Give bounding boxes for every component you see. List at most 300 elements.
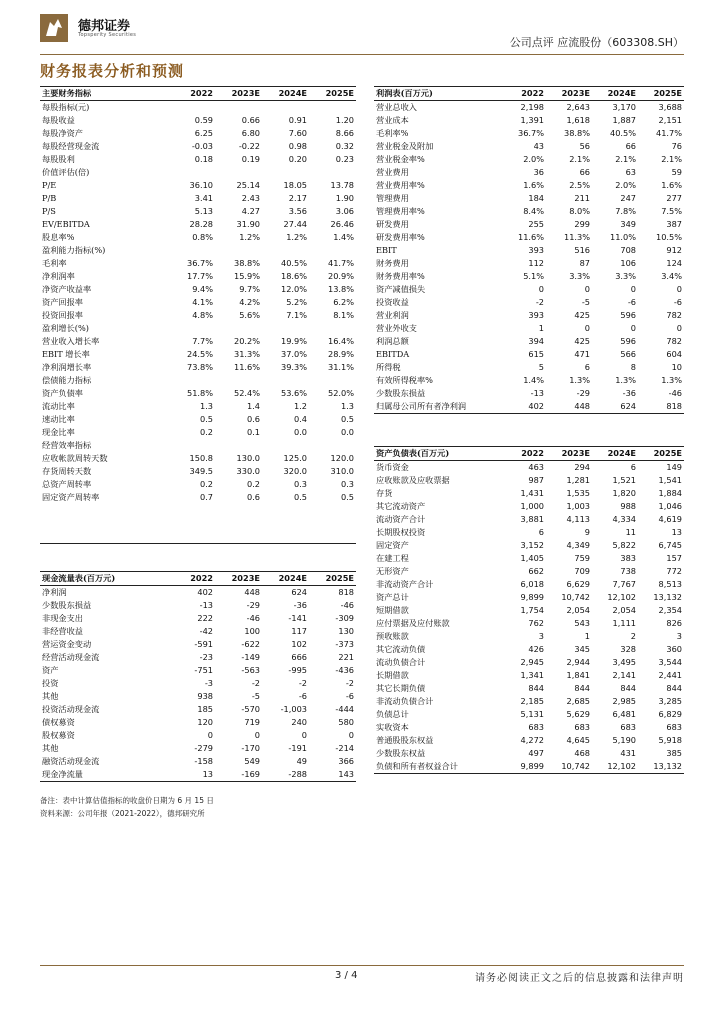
cell-value: 2,151 [658,115,682,125]
cell-value: 124 [666,258,682,268]
cell-value: 2,054 [612,605,636,615]
cell-value: 425 [574,336,590,346]
cell-value: 6,629 [566,579,590,589]
row-label: 营业费用 [376,167,409,177]
cell-value: 566 [620,349,636,359]
cell-value: 662 [528,566,544,576]
cell-value: 328 [620,644,636,654]
cell-value: 1,887 [612,115,636,125]
cell-value: 8 [630,362,636,372]
table-row [374,760,684,774]
table-row [374,617,684,630]
cell-value: 8,513 [658,579,682,589]
cell-value: 1.3% [661,375,682,385]
cell-value: 6,481 [612,709,636,719]
cell-value: 818 [638,400,684,414]
row-label: 应收帐款周转天数 [42,453,108,463]
table-row [40,192,356,205]
row-label: 每股净资产 [42,128,83,138]
cell-value [168,439,215,452]
table-row [374,565,684,578]
cell-value: 8.4% [523,206,544,216]
table-row [40,270,356,283]
table-header [374,447,684,461]
cell-value: -158 [194,756,213,766]
table-row [40,374,356,387]
cell-value: -149 [241,652,260,662]
table-row [40,716,356,729]
cell-value: -2 [251,678,260,688]
cell-value: 9.4% [192,284,213,294]
cell-value: 0.3 [293,479,307,489]
cell-value: 5,131 [520,709,544,719]
cell-value: 818 [338,587,354,597]
cell-value: 0.2 [199,479,213,489]
cell-value [215,517,262,530]
cell-value [215,166,262,179]
cell-value: 516 [574,245,590,255]
row-label: 速动比率 [42,414,75,424]
cell-value: 349 [620,219,636,229]
cell-value: 330.0 [236,466,260,476]
table-row [40,296,356,309]
cell-value: 3.3% [569,271,590,281]
cell-value: 221 [338,652,354,662]
cell-value: 1,618 [566,115,590,125]
table-title: 现金流量表(百万元) [40,572,168,586]
table-row [40,755,356,768]
cell-value: 0.2 [199,427,213,437]
cell-value [309,517,356,530]
cell-value [168,517,215,530]
cell-value: 31.3% [233,349,260,359]
cell-value: -42 [199,626,213,636]
cell-value: 10.5% [655,232,682,242]
cell-value: 6 [538,527,544,537]
cell-value: 66 [625,141,636,151]
row-label: 短期借款 [376,605,409,615]
cell-value: -373 [335,639,354,649]
cell-value [309,374,356,387]
table-row [374,257,684,270]
cell-value: 6,829 [658,709,682,719]
cell-value: -141 [288,613,307,623]
cell-value: 1.3 [199,401,213,411]
cell-value [168,166,215,179]
row-label: 研发费用率% [376,232,425,242]
cell-value: 1,541 [658,475,682,485]
row-label: 营业税金及附加 [376,141,434,151]
year-header: 2022 [500,87,546,101]
cell-value: 844 [574,683,590,693]
cell-value: 987 [528,475,544,485]
cell-value: 39.3% [280,362,307,372]
cell-value: 0.3 [340,479,354,489]
row-label: 非流动资产合计 [376,579,434,589]
cell-value: 6.25 [194,128,213,138]
cell-value: 320.0 [283,466,307,476]
cell-value: 4,272 [520,735,544,745]
cell-value: 448 [244,587,260,597]
cell-value: 0.0 [340,427,354,437]
cell-value: 844 [620,683,636,693]
row-label: EBIT [376,245,397,255]
cell-value: 402 [500,400,546,414]
table-title: 主要财务指标 [40,87,168,101]
cell-value: -2 [535,297,544,307]
cell-value: 4,349 [566,540,590,550]
table-row [374,244,684,257]
cell-value: 426 [528,644,544,654]
cell-value: 4.8% [192,310,213,320]
cell-value: 0.2 [246,479,260,489]
cell-value: -23 [199,652,213,662]
table-row [40,179,356,192]
cell-value: 762 [528,618,544,628]
cell-value: 9,899 [500,760,546,774]
valuation-note: 备注：表中计算估值指标的收盘价日期为 6 月 15 日 [40,796,214,805]
cell-value: 0.6 [246,492,260,502]
cell-value: -0.03 [191,141,213,151]
table-row [40,205,356,218]
cell-value: 0.23 [335,154,354,164]
cell-value: 1.4 [246,401,260,411]
cell-value: 87 [579,258,590,268]
table-row [374,179,684,192]
row-label: 负债总计 [376,709,409,719]
cell-value: 100 [244,626,260,636]
cell-value: 1,884 [658,488,682,498]
row-label: 普通股股东权益 [376,735,434,745]
row-label: 毛利率% [376,128,409,138]
cell-value: 76 [671,141,682,151]
cell-value: 310.0 [330,466,354,476]
row-label: 净利润增长率 [42,362,92,372]
table-row [374,348,684,361]
year-header: 2023E [215,87,262,101]
cell-value [168,322,215,335]
cell-value: 38.8% [233,258,260,268]
table-row [40,218,356,231]
cell-value: 240 [291,717,307,727]
cell-value: 4,334 [612,514,636,524]
table-row [40,478,356,491]
table-row [40,231,356,244]
table-row [40,586,356,600]
cell-value [215,530,262,544]
table-row [374,322,684,335]
cell-value: -288 [262,768,309,782]
cell-value: 0.66 [241,115,260,125]
cell-value: 3,881 [520,514,544,524]
key-indicators-table [40,86,356,544]
cell-value: 0.8% [192,232,213,242]
row-label: 研发费用 [376,219,409,229]
row-label: 债权募资 [42,717,75,727]
row-label: 其他 [42,691,59,701]
cell-value: 8.1% [333,310,354,320]
cash-flow-table [40,571,356,782]
cell-value: -36 [293,600,307,610]
cell-value: -2 [298,678,307,688]
cell-value: 1,000 [520,501,544,511]
cell-value: 0 [584,323,590,333]
cell-value: -46 [340,600,354,610]
cell-value: 1.6% [661,180,682,190]
cell-value: 2,945 [520,657,544,667]
cell-value: 0.5 [199,414,213,424]
cell-value: -46 [246,613,260,623]
cell-value [215,374,262,387]
table-row [374,630,684,643]
row-label: 净利润 [42,587,67,597]
cell-value [309,101,356,115]
row-label: 营业外收支 [376,323,417,333]
cell-value: 120 [197,717,213,727]
cell-value: -0.22 [238,141,260,151]
row-label: 营业总收入 [376,102,417,112]
table-row [40,504,356,517]
table-row [40,625,356,638]
row-label: 资产 [42,665,59,675]
table-row [374,270,684,283]
table-row [40,335,356,348]
row-label: 应收账款及应收票据 [376,475,450,485]
row-label: 其它流动负债 [376,644,426,654]
cell-value: 125.0 [283,453,307,463]
cell-value: 2,185 [520,696,544,706]
year-header: 2023E [546,447,592,461]
year-header: 2023E [215,572,262,586]
cell-value: 425 [574,310,590,320]
table-row [374,539,684,552]
table-title: 资产负债表(百万元) [374,447,500,461]
row-label: 财务费用 [376,258,409,268]
cell-value: 5.2% [286,297,307,307]
table-row [40,677,356,690]
cell-value: 5,918 [658,735,682,745]
cell-value: 9 [584,527,590,537]
table-row [40,400,356,413]
table-row [40,257,356,270]
cell-value: 51.8% [186,388,213,398]
table-row [40,426,356,439]
cell-value: 497 [528,748,544,758]
cell-value: 36 [533,167,544,177]
cell-value: 52.0% [327,388,354,398]
table-row [40,530,356,544]
cell-value: 1,521 [612,475,636,485]
cell-value: 19.9% [280,336,307,346]
row-label: 每股股利 [42,154,75,164]
cell-value: 1,003 [566,501,590,511]
cell-value: 0 [630,323,636,333]
header-divider [40,54,684,55]
cell-value: 18.05 [283,180,307,190]
cell-value [309,439,356,452]
cell-value: 11.6% [517,232,544,242]
row-label: 非流动负债合计 [376,696,434,706]
row-label: 利润总额 [376,336,409,346]
year-header: 2024E [592,447,638,461]
cell-value [168,504,215,517]
cell-value [215,244,262,257]
table-row [374,682,684,695]
cell-value: 0.5 [340,414,354,424]
cell-value: 0.19 [241,154,260,164]
cell-value: 20.9% [327,271,354,281]
table-row [40,153,356,166]
row-label: 非现金支出 [42,613,83,623]
cell-value: 844 [528,683,544,693]
table-row [374,361,684,374]
table-row [40,283,356,296]
cell-value: 6.80 [241,128,260,138]
cell-value: 36.10 [189,180,213,190]
table-row [40,309,356,322]
cell-value: 0.18 [194,154,213,164]
cell-value: 7.7% [192,336,213,346]
table-row [374,578,684,591]
row-label: 营业收入增长率 [42,336,100,346]
row-label: 其它长期负债 [376,683,426,693]
table-row [374,296,684,309]
cell-value: 130.0 [236,453,260,463]
cell-value: -279 [194,743,213,753]
cell-value: 393 [528,245,544,255]
cell-value: 15.9% [233,271,260,281]
cell-value: 2.1% [569,154,590,164]
table-row [374,591,684,604]
row-label: 其它流动资产 [376,501,426,511]
cell-value: 1.20 [335,115,354,125]
table-header [374,87,684,101]
row-label: 流动负债合计 [376,657,426,667]
year-header: 2025E [638,87,684,101]
row-label: 长期股权投资 [376,527,426,537]
row-label: 投资收益 [376,297,409,307]
table-row [40,127,356,140]
year-header: 2025E [309,572,356,586]
cell-value: 31.90 [236,219,260,229]
cell-value: 1,046 [658,501,682,511]
cell-value: 615 [528,349,544,359]
table-row [40,452,356,465]
year-header: 2023E [546,87,592,101]
cell-value: 38.8% [563,128,590,138]
table-row [40,439,356,452]
table-row [40,387,356,400]
cell-value [215,504,262,517]
row-label: 少数股东损益 [376,388,426,398]
cell-value: 683 [620,722,636,732]
cell-value: 468 [574,748,590,758]
cell-value: 782 [666,336,682,346]
table-row [40,742,356,755]
cell-value: 28.28 [189,219,213,229]
cell-value: 1.4% [523,375,544,385]
cell-value: -309 [335,613,354,623]
cell-value: -591 [194,639,213,649]
cell-value: 0 [676,323,682,333]
cell-value: 385 [666,748,682,758]
cell-value: 0 [584,284,590,294]
row-label: EBIT 增长率 [42,349,90,359]
cell-value: 157 [666,553,682,563]
cell-value: 2,054 [566,605,590,615]
row-label: 毛利率 [42,258,67,268]
cell-value: 40.5% [280,258,307,268]
table-row [374,474,684,487]
cell-value: 345 [574,644,590,654]
cell-value: -444 [335,704,354,714]
cell-value: -2 [345,678,354,688]
cell-value: 683 [666,722,682,732]
table-row [374,721,684,734]
row-label: 净资产收益率 [42,284,92,294]
cell-value: -13 [199,600,213,610]
cell-value: 1.6% [523,180,544,190]
table-row [374,192,684,205]
year-header: 2022 [500,447,546,461]
cell-value: 2 [630,631,636,641]
table-row [40,729,356,742]
cell-value: -191 [288,743,307,753]
table-row [40,114,356,127]
cell-value: 1,341 [520,670,544,680]
row-label: 负债和所有者权益合计 [374,760,500,774]
cell-value: 782 [666,310,682,320]
cell-value: 2,985 [612,696,636,706]
cell-value: 1,754 [520,605,544,615]
cell-value: 10 [671,362,682,372]
row-label: 净利润率 [42,271,75,281]
cell-value [262,322,309,335]
cell-value: 1.90 [335,193,354,203]
cell-value: -29 [576,388,590,398]
footer-divider [40,965,684,966]
cell-value: 26.46 [330,219,354,229]
cell-value: 988 [620,501,636,511]
cell-value: 4.1% [192,297,213,307]
cell-value: 683 [528,722,544,732]
cell-value: 1,391 [520,115,544,125]
cell-value: -6 [673,297,682,307]
cell-value: 366 [338,756,354,766]
cell-value: 9.7% [239,284,260,294]
table-row [374,140,684,153]
cell-value: 3,495 [612,657,636,667]
row-label: 资产减值损失 [376,284,426,294]
table-row [374,487,684,500]
cell-value: 1 [538,323,544,333]
cell-value: 402 [197,587,213,597]
table-row [374,127,684,140]
row-label: 股权募资 [42,730,75,740]
cell-value [262,530,309,544]
table-row [40,612,356,625]
row-label: 投资回报率 [42,310,83,320]
cell-value: 184 [528,193,544,203]
cell-value: 299 [574,219,590,229]
cell-value: 4,645 [566,735,590,745]
cell-value: 149 [666,462,682,472]
table-row [374,218,684,231]
cell-value [168,374,215,387]
row-label: 资产总计 [376,592,409,602]
cell-value: 0.6 [246,414,260,424]
cell-value: 143 [309,768,356,782]
